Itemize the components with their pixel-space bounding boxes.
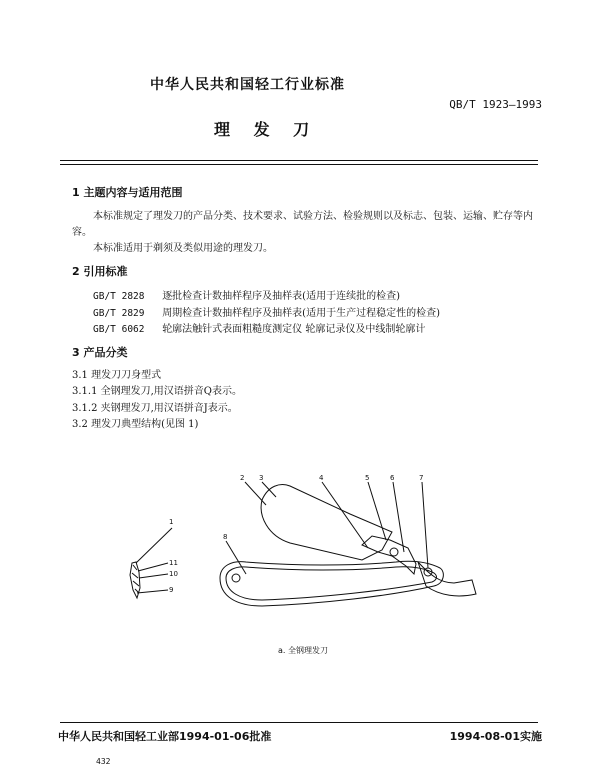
issuing-authority-title: 中华人民共和国轻工行业标准 — [150, 77, 345, 93]
callout-10: 10 — [169, 570, 178, 578]
callout-1: 1 — [169, 518, 174, 526]
footer-rule — [60, 722, 538, 723]
callout-3: 3 — [259, 474, 264, 482]
callout-8: 8 — [223, 533, 228, 541]
callout-7: 7 — [419, 474, 424, 482]
reference-title: 轮廓法触针式表面粗糙度测定仪 轮廓记录仪及中线制轮廓计 — [162, 324, 426, 335]
page-number: 432 — [96, 757, 111, 766]
reference-code: GB/T 6062 — [93, 324, 145, 335]
callout-4: 4 — [319, 474, 324, 482]
clause-3-1: 3.1 理发刀刀身型式 — [72, 370, 162, 381]
callout-11: 11 — [169, 559, 178, 567]
tang-tail — [418, 562, 476, 596]
reference-code: GB/T 2828 — [93, 291, 145, 302]
section-1-para1-line2: 容。 — [72, 227, 92, 238]
clause-3-2: 3.2 理发刀典型结构(见图 1) — [72, 419, 199, 430]
section-1-heading: 1 主题内容与适用范围 — [72, 186, 183, 199]
implementation-date: 1994-08-01实施 — [449, 730, 542, 743]
approval-line: 中华人民共和国轻工业部1994-01-06批准 — [58, 730, 272, 743]
reference-title: 周期检查计数抽样程序及抽样表(适用于生产过程稳定性的检查) — [162, 308, 440, 319]
clause-3-1-2: 3.1.2 夹钢理发刀,用汉语拼音J表示。 — [72, 403, 238, 414]
standard-code: QB/T 1923—1993 — [449, 98, 542, 111]
clause-3-1-1: 3.1.1 全钢理发刀,用汉语拼音Q表示。 — [72, 386, 242, 397]
callout-6: 6 — [390, 474, 395, 482]
callout-5: 5 — [365, 474, 370, 482]
callout-9: 9 — [169, 586, 174, 594]
callout-2: 2 — [240, 474, 245, 482]
document-title: 理 发 刀 — [214, 120, 319, 139]
section-2-heading: 2 引用标准 — [72, 265, 128, 278]
section-1-para2: 本标准适用于剃须及类似用途的理发刀。 — [93, 243, 273, 254]
reference-title: 逐批检查计数抽样程序及抽样表(适用于连续批的检查) — [162, 291, 400, 302]
reference-code: GB/T 2829 — [93, 308, 145, 319]
handle-rivet-left — [232, 574, 240, 582]
section-1-para1-line1: 本标准规定了理发刀的产品分类、技术要求、试验方法、检验规则以及标志、包装、运输、贮存等内 — [93, 211, 533, 222]
pivot-rivet — [390, 548, 398, 556]
figure-caption: a. 全钢理发刀 — [278, 646, 328, 655]
section-3-heading: 3 产品分类 — [72, 346, 128, 359]
